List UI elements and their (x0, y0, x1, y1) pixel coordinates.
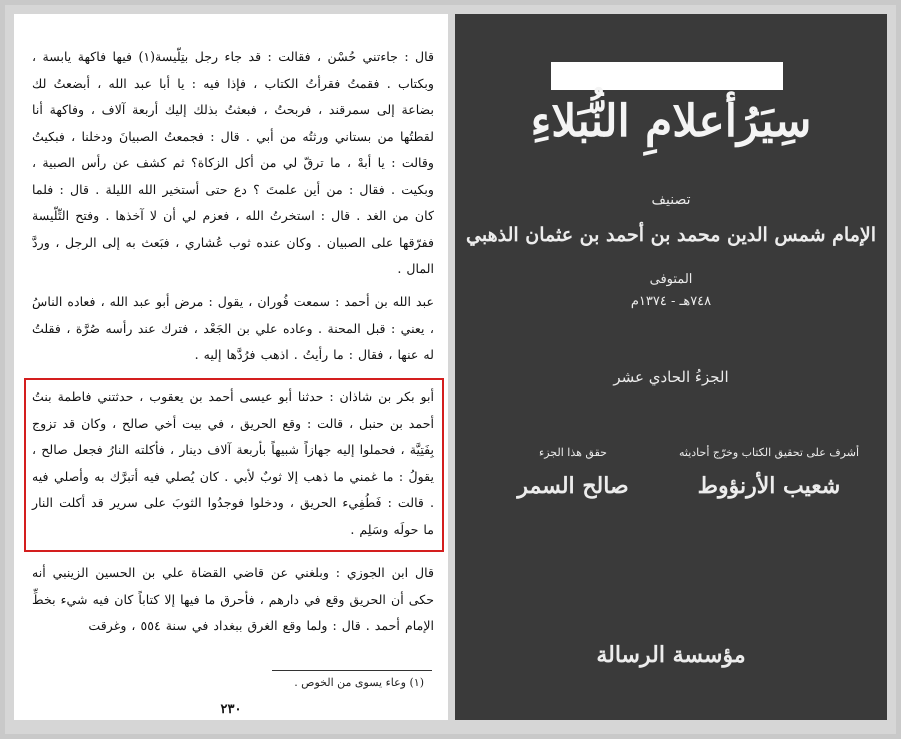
editor-left (493, 446, 653, 499)
author-name: الإمام شمس الدين محمد بن أحمد بن عثمان الذهبي (466, 224, 876, 246)
publisher-name: مؤسسة الرسالة (596, 642, 746, 668)
redaction-block (551, 62, 783, 90)
editor-right-role: أشرف على تحقيق الكتاب وخرّج أحاديثه (679, 446, 859, 459)
died-label: المتوفى (649, 272, 693, 287)
authored-by-label: تصنيف (651, 192, 691, 208)
editor-left-name: صالح السمر (517, 473, 629, 499)
footnote: (١) وعاء يسوى من الخوص . (294, 676, 424, 689)
death-dates: ٧٤٨هـ - ١٣٧٤م (630, 294, 712, 309)
book-page (14, 14, 448, 720)
paragraph-4: قال ابن الجوزي : وبلغني عن قاضي القضاة علي بن الحسين الزينبي أنه حكى أن الحريق وقع في دارهم ، فأحرق ما فيها إلا كتاباً كان فيه شيء بخطِّ الإمام أحمد . قال : ولما وقع الغرق ببغداد في سنة ٥٥٤ ، وغرقت (32, 565, 434, 633)
book-cover (455, 14, 887, 720)
editor-right (679, 446, 859, 499)
editor-right-name: شعيب الأرنؤوط (697, 473, 841, 499)
paragraph-1: قال : جاءتني حُسْن ، فقالت : قد جاء رجل بتِلّيسة(١) فيها فاكهة يابسة ، وبكتاب . فقمتُ فقرأتُ الكتاب ، فإذا فيه : يا أبا عبد الله ، أبضعتُ لك بضاعة إلى سمرقند ، فربحتُ ، فبعثتُ بذلك إليك أربعة آلاف ، وفاكهة أنا لقطتُها من بستاني ورثتُه من أبي . قال : فجمعتُ الصبيانَ ودخلنا ، فبكيتُ وقالت : يا أبهْ ، ما ترقّ لي من أكل الزكاة؟ ثم كشف عن رأس الصبية ، وبكيت . فقال : من أين علمتَ ؟ دع حتى أستخير الله الليلة . قال : فلما كان من الغد . قال : استخرتُ الله ، فعزم لي أن لا آخذها . وفتح التِّلّيسة ففرّقها على الصبيان . وكان عنده ثوب عُشاري ، فبَعث به إلى الرجل ، وردَّ المال . (32, 49, 434, 276)
page-number: ٢٣٠ (220, 702, 242, 717)
volume-label: الجزءُ الحادي عشر (613, 368, 729, 386)
paragraph-3-highlighted: أبو بكر بن شاذان : حدثنا أبو عيسى أحمد بن يعقوب ، حدثتني فاطمة بنتُ أحمد بن حنبل ، قالت : وقع الحريق ، في بيت أخي صالح ، وكان قد تزوج بِفَتِيَّة ، فحملوا إليه جهازاً شبيهاً بأربعة آلاف دينار ، فأكلته النارُ فجعل صالح ، يقولُ : ما غمني ما ذهب إلا ثوبٌ لأبي . كان يُصلي فيه أتبرَّك به وأصلي فيه . قالت : فَطُفِيء الحريق ، ودخلوا فوجدُوا الثوبَ على سرير قد أكلت النار ما حولَه وسَلِم . (32, 389, 434, 537)
footnote-divider (272, 670, 432, 671)
cover-title: سِيَرُأعلامِ النُّبَلاءِ (530, 96, 812, 147)
paragraph-2: عبد الله بن أحمد : سمعت فُوران ، يقول : مرض أبو عبد الله ، فعاده الناسُ ، يعني : قبل المحنة . وعاده علي بن الجَعْد ، فترك عند رأسه صُرَّة ، فقلتُ له عنها ، فقال : ما رأيتُ . اذهب فرُدَّها إليه . (32, 294, 434, 362)
editor-left-role: حقق هذا الجزء (539, 446, 607, 459)
